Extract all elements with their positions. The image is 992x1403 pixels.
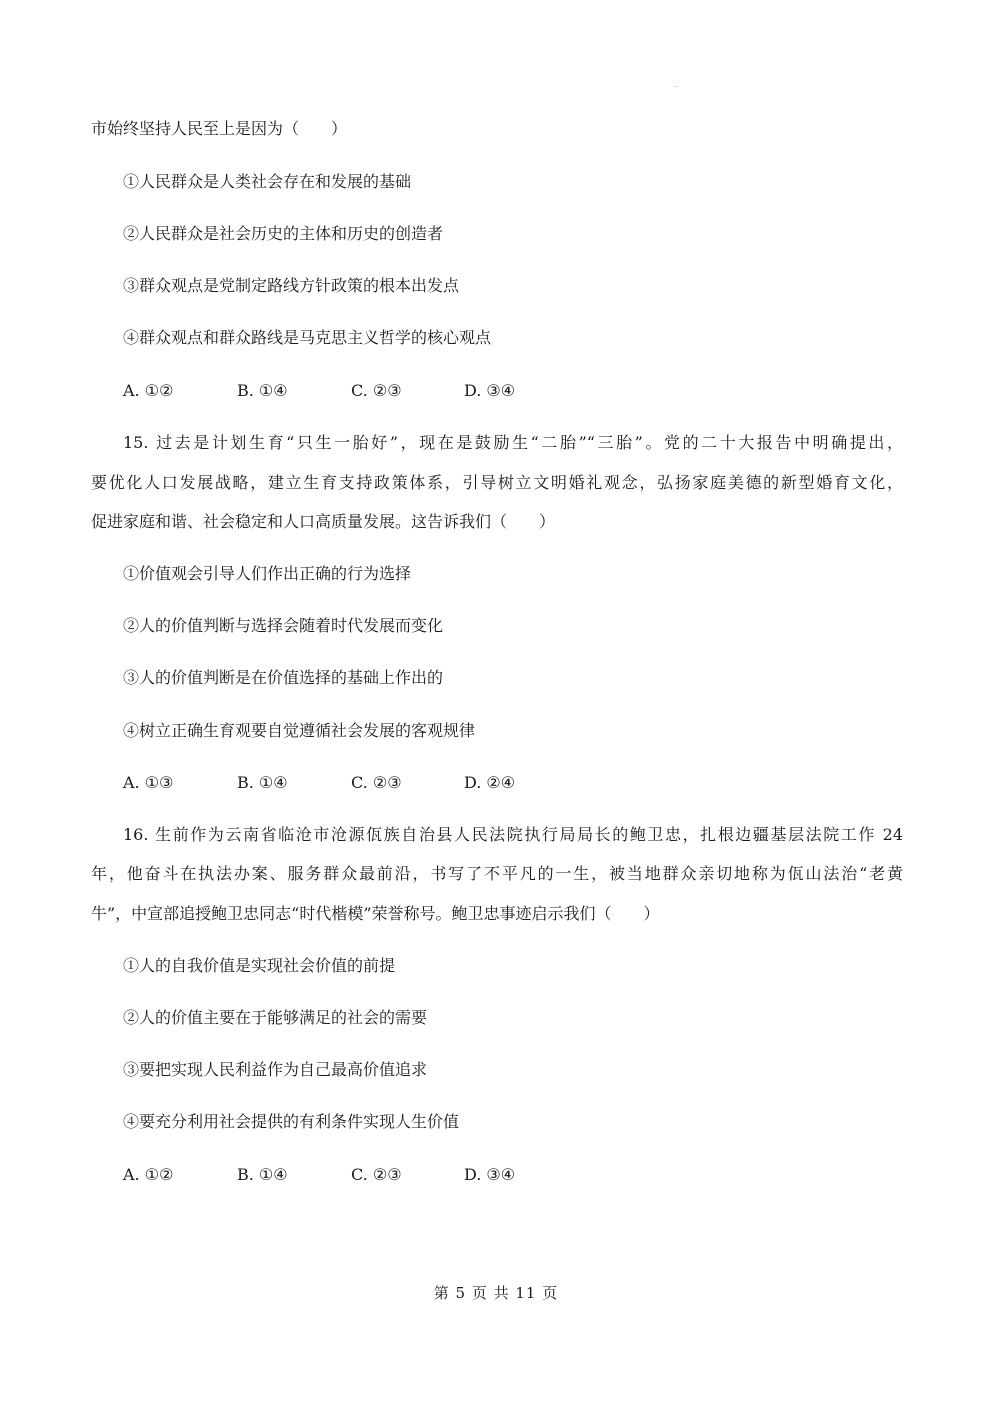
q14-option-b: B. ①④ — [237, 381, 288, 400]
q16-option-c: C. ②③ — [351, 1165, 402, 1184]
q15-item-4: ④树立正确生育观要自觉遵循社会发展的客观规律 — [123, 721, 476, 740]
q14-option-a: A. ①② — [123, 381, 174, 400]
scan-dot — [675, 86, 676, 87]
q16-item-3: ③要把实现人民利益作为自己最高价值追求 — [123, 1060, 428, 1079]
q15-item-3: ③人的价值判断是在价值选择的基础上作出的 — [123, 668, 444, 687]
q15-option-c: C. ②③ — [351, 773, 402, 792]
q16-stem-line-1: 16. 生前作为云南省临沧市沧源佤族自治县人民法院执行局局长的鲍卫忠，扎根边疆基层法院工作 24 — [123, 825, 903, 844]
q15-stem-line-3: 促进家庭和谐、社会稳定和人口高质量发展。这告诉我们（ ） — [91, 512, 556, 531]
q16-stem-line-3: 牛”，中宣部追授鲍卫忠同志“时代楷模”荣誉称号。鲍卫忠事迹启示我们（ ） — [91, 904, 660, 923]
q14-item-1: ①人民群众是人类社会存在和发展的基础 — [123, 172, 412, 191]
q14-item-4: ④群众观点和群众路线是马克思主义哲学的核心观点 — [123, 328, 492, 347]
q16-option-b: B. ①④ — [237, 1165, 288, 1184]
q14-option-d: D. ③④ — [464, 381, 516, 400]
q15-option-b: B. ①④ — [237, 773, 288, 792]
q16-item-2: ②人的价值主要在于能够满足的社会的需要 — [123, 1008, 428, 1027]
q16-stem-line-2: 年，他奋斗在执法办案、服务群众最前沿，书写了不平凡的一生，被当地群众亲切地称为佤山法治“老黄 — [91, 864, 903, 883]
q15-option-a: A. ①③ — [123, 773, 174, 792]
q14-item-3: ③群众观点是党制定路线方针政策的根本出发点 — [123, 276, 460, 295]
q16-option-d: D. ③④ — [464, 1165, 516, 1184]
q15-item-1: ①价值观会引导人们作出正确的行为选择 — [123, 564, 412, 583]
page-number-footer: 第 5 页 共 11 页 — [433, 1284, 559, 1302]
q15-stem-line-1: 15. 过去是计划生育“只生一胎好”，现在是鼓励生“二胎”“三胎”。党的二十大报告中明确提出， — [123, 433, 903, 452]
q16-item-1: ①人的自我价值是实现社会价值的前提 — [123, 956, 396, 975]
q15-option-d: D. ②④ — [464, 773, 516, 792]
q14-item-2: ②人民群众是社会历史的主体和历史的创造者 — [123, 224, 444, 243]
q14-stem-tail: 市始终坚持人民至上是因为（ ） — [91, 119, 348, 138]
q16-item-4: ④要充分利用社会提供的有利条件实现人生价值 — [123, 1112, 460, 1131]
q14-option-c: C. ②③ — [351, 381, 402, 400]
q15-item-2: ②人的价值判断与选择会随着时代发展而变化 — [123, 616, 444, 635]
q16-option-a: A. ①② — [123, 1165, 174, 1184]
q15-stem-line-2: 要优化人口发展战略，建立生育支持政策体系，引导树立文明婚礼观念，弘扬家庭美德的新型婚育文化， — [91, 473, 903, 492]
